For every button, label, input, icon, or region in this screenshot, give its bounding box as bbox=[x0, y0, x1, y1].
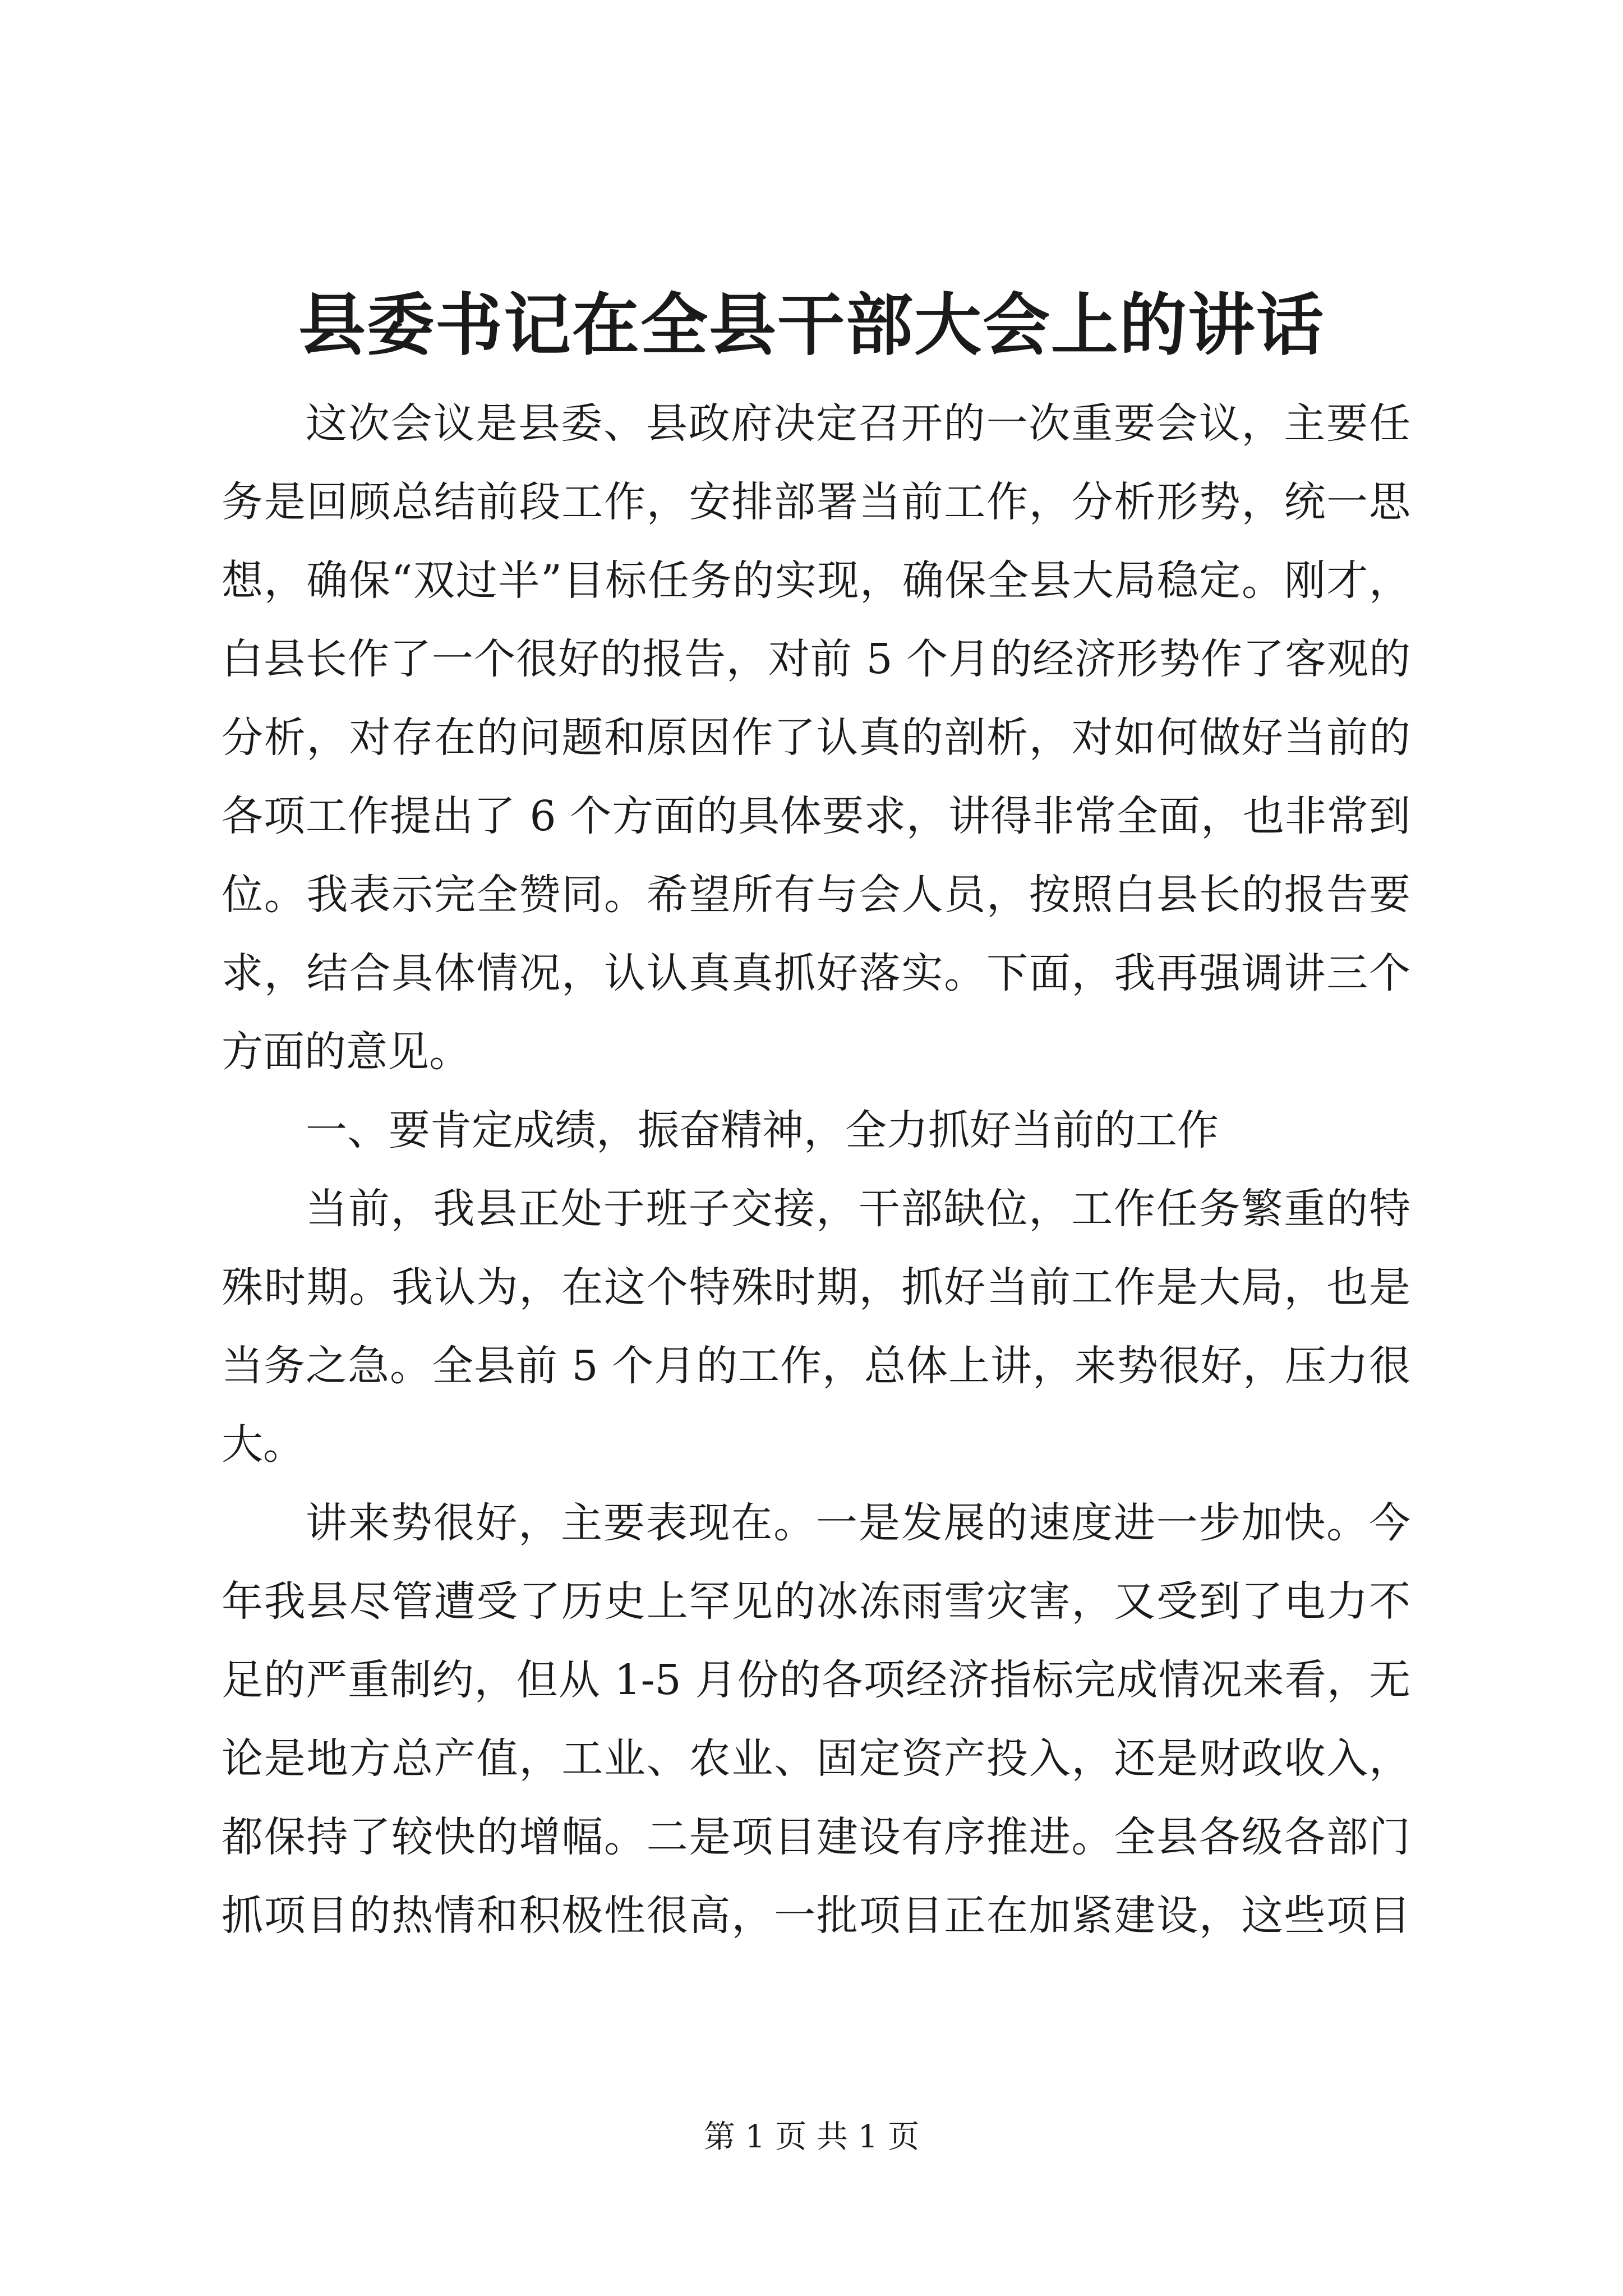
paragraph-line: 这次会议是县委、县政府决定召开的一次重要会议，主要任 bbox=[306, 399, 1410, 448]
paragraph-line: 求，结合具体情况，认认真真抓好落实。下面，我再强调讲三个 bbox=[222, 949, 1410, 997]
section-heading: 一、要肯定成绩，振奋精神，全力抓好当前的工作 bbox=[306, 1106, 1219, 1154]
document-title: 县委书记在全县干部大会上的讲话 bbox=[298, 286, 1325, 365]
paragraph-line: 各项工作提出了 6 个方面的具体要求，讲得非常全面，也非常到 bbox=[222, 792, 1410, 840]
paragraph-line: 当务之急。全县前 5 个月的工作，总体上讲，来势很好，压力很 bbox=[222, 1342, 1410, 1390]
paragraph-line: 抓项目的热情和积极性很高，一批项目正在加紧建设，这些项目 bbox=[222, 1892, 1410, 1940]
page-footer: 第 1 页 共 1 页 bbox=[703, 2119, 920, 2155]
paragraph-line: 足的严重制约，但从 1-5 月份的各项经济指标完成情况来看，无 bbox=[222, 1656, 1410, 1704]
paragraph-line: 讲来势很好，主要表现在。一是发展的速度进一步加快。今 bbox=[306, 1499, 1410, 1547]
paragraph-line: 殊时期。我认为，在这个特殊时期，抓好当前工作是大局，也是 bbox=[222, 1263, 1410, 1312]
paragraph-line: 想，确保“双过半”目标任务的实现，确保全县大局稳定。刚才， bbox=[222, 556, 1410, 605]
paragraph-line: 方面的意见。 bbox=[222, 1028, 471, 1076]
paragraph-line: 年我县尽管遭受了历史上罕见的冰冻雨雪灾害，又受到了电力不 bbox=[222, 1577, 1410, 1626]
paragraph-line: 位。我表示完全赞同。希望所有与会人员，按照白县长的报告要 bbox=[222, 871, 1410, 919]
paragraph-line: 当前，我县正处于班子交接，干部缺位，工作任务繁重的特 bbox=[306, 1185, 1410, 1233]
paragraph-line: 都保持了较快的增幅。二是项目建设有序推进。全县各级各部门 bbox=[222, 1813, 1410, 1861]
paragraph-line: 论是地方总产值，工业、农业、固定资产投入，还是财政收入， bbox=[222, 1734, 1410, 1783]
paragraph-line: 务是回顾总结前段工作，安排部署当前工作，分析形势，统一思 bbox=[222, 478, 1410, 526]
paragraph-line: 白县长作了一个很好的报告，对前 5 个月的经济形势作了客观的 bbox=[222, 635, 1410, 683]
paragraph-line: 大。 bbox=[222, 1420, 305, 1469]
paragraph-line: 分析，对存在的问题和原因作了认真的剖析，对如何做好当前的 bbox=[222, 714, 1410, 762]
